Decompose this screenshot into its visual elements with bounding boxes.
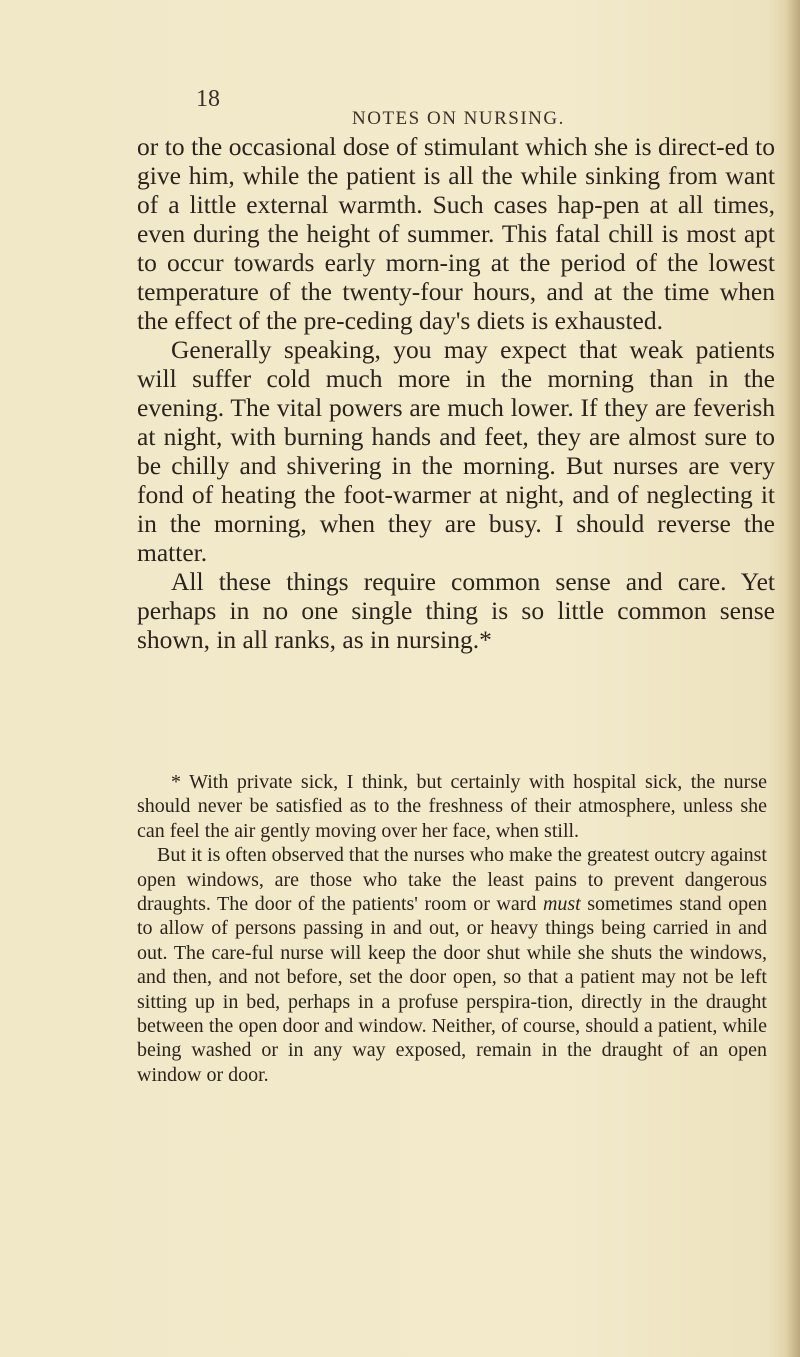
- paragraph: or to the occasional dose of stimulant which she is direct-ed to give him, while the patient is all the while sinking from want of a little external warmth. Such cases hap-pen at all times, even during the height of summer. This fatal chill is most apt to occur towards early morn-ing at the period of the lowest temperature of the twenty-four hours, and at the time when the effect of the pre-ceding day's diets is exhausted.: [137, 132, 775, 335]
- page-edge-shadow: [786, 0, 800, 1357]
- footnotes: [137, 770, 767, 1087]
- footnote: * With private sick, I think, but certainly with hospital sick, the nurse should never be satisfied as to the freshness of their atmosphere, unless she can feel the air gently moving over her face, when still.: [137, 771, 767, 842]
- main-text: [137, 132, 775, 654]
- page-number: 18: [196, 86, 220, 112]
- paragraph: Generally speaking, you may expect that weak patients will suffer cold much more in the morning than in the evening. The vital powers are much lower. If they are feverish at night, with burning hands and feet, they are almost sure to be chilly and shivering in the morning. But nurses are very fond of heating the foot-warmer at night, and of neglecting it in the morning, when they are busy. I should reverse the matter.: [137, 335, 775, 567]
- footnote-text: But it is often observed that the nurses who make the greatest outcry against open windows, are those who take the least pains to prevent dangerous draughts. The door of the patients' room or ward: [137, 844, 767, 916]
- footnote-emphasis: must: [542, 893, 581, 916]
- footnote: [137, 843, 767, 1087]
- page-header: [0, 80, 800, 140]
- footnote-text: sometimes stand open to allow of persons passing in and out, or heavy things being carried in and out. The care-ful nurse will keep the door shut while she shuts the windows, and then, and not before, set the door open, so that a patient may not be left sitting up in bed, perhaps in a profuse perspira-tion, directly in the draught between the open door and window. Neither, of course, should a patient, while being washed or in any way exposed, remain in the draught of an open window or door.: [137, 893, 768, 1086]
- paragraph: All these things require common sense and care. Yet perhaps in no one single thing is so little common sense shown, in all ranks, as in nursing.*: [137, 567, 775, 654]
- running-head: NOTES ON NURSING.: [352, 108, 565, 129]
